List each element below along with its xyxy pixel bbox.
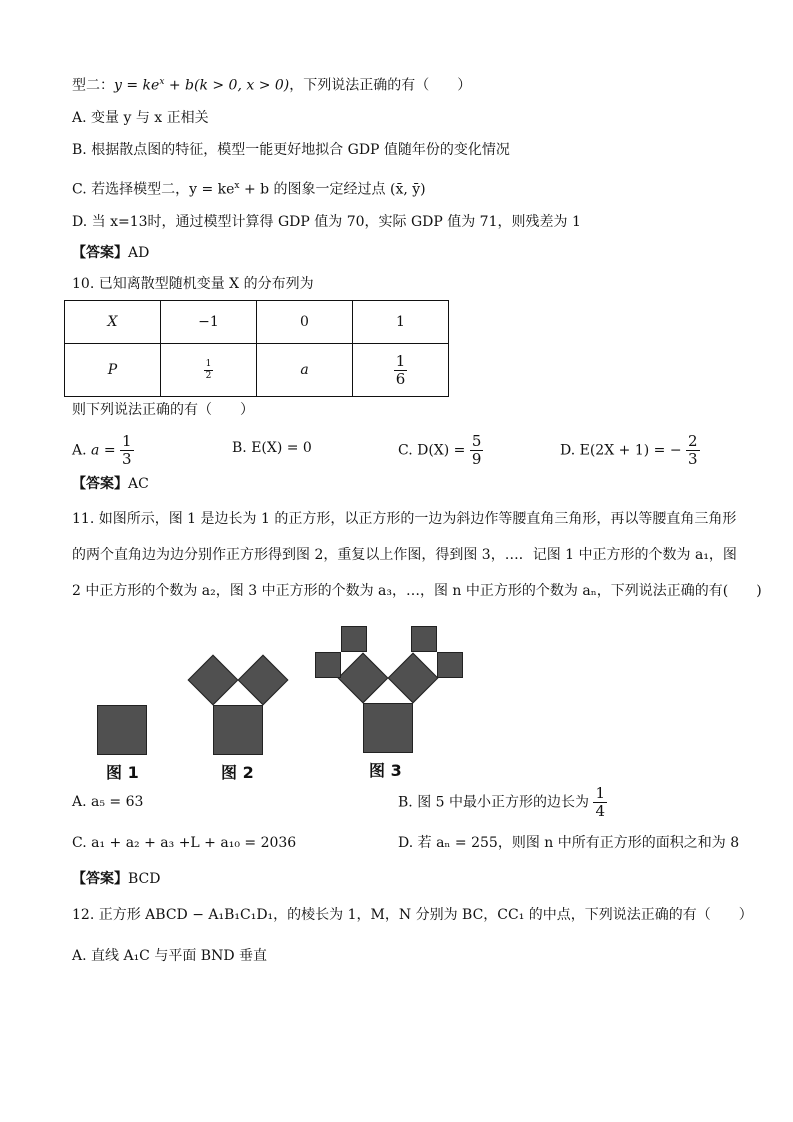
fig3-mid-right-square <box>388 653 439 704</box>
q11-answer-value: BCD <box>128 871 161 887</box>
q12-option-a: A. 直线 A₁C 与平面 BND 垂直 <box>72 948 268 964</box>
q9-model2-prefix: 型二： <box>72 77 114 94</box>
q10-option-c <box>398 434 483 467</box>
q9-model2-formula: y = ke <box>114 77 160 94</box>
fig2-right-square <box>238 655 289 706</box>
q10-option-d-den: 3 <box>688 450 698 468</box>
q10-answer-tag: 【答案】 <box>72 476 128 492</box>
q9-option-d: D. 当 x=13时，通过模型计算得 GDP 值为 70，实际 GDP 值为 71，则残差为 1 <box>72 214 581 230</box>
q9-model2-exp: x <box>159 77 165 87</box>
q10-cell-p1 <box>161 344 257 397</box>
q10-follow: 则下列说法正确的有（ ） <box>72 402 254 418</box>
q11-option-b-den: 4 <box>595 802 605 820</box>
q10-option-d-num: 2 <box>688 432 698 450</box>
q10-option-b: B. E(X) = 0 <box>232 440 312 456</box>
q10-option-a-den: 3 <box>122 450 132 468</box>
q9-model2-line <box>72 72 471 96</box>
q10-option-c-label: C. D(X) = <box>398 442 466 459</box>
q11-option-c: C. a₁ + a₂ + a₃ +L + a₁₀ = 2036 <box>72 835 297 851</box>
fig3-small-square-2 <box>341 626 367 652</box>
q10-option-d-label: D. E(2X + 1) = − <box>560 442 682 459</box>
q10-option-a-lhs: a = <box>91 442 116 459</box>
q10-stem: 10. 已知离散型随机变量 X 的分布列为 <box>72 276 314 292</box>
q9-option-c <box>72 176 426 200</box>
q10-option-a <box>72 434 134 467</box>
q10-p3-num: 1 <box>395 351 406 370</box>
q11-line1: 11. 如图所示，图 1 是边长为 1 的正方形，以正方形的一边为斜边作等腰直角三角形，再以等腰直角三角形 <box>72 511 737 527</box>
q11-answer-tag: 【答案】 <box>72 871 128 887</box>
q11-answer <box>72 869 160 889</box>
q10-answer-value: AC <box>128 476 149 492</box>
fig3-small-square-4 <box>437 652 463 678</box>
fig2-base-square <box>213 705 263 755</box>
q9-answer <box>72 243 149 263</box>
q11-line3: 2 中正方形的个数为 a₂，图 3 中正方形的个数为 a₃，…，图 n 中正方形的个数为 aₙ，下列说法正确的有( ) <box>72 583 762 599</box>
fig3-small-square-1 <box>315 652 341 678</box>
fig3-caption: 图 3 <box>369 761 402 780</box>
q11-option-b-num: 1 <box>595 784 605 802</box>
q10-option-a-label: A. <box>72 442 87 459</box>
q9-answer-tag: 【答案】 <box>72 245 128 261</box>
q10-cell-p-label: P <box>65 344 161 397</box>
q10-p1-num: 1 <box>205 358 212 369</box>
q11-line2: 的两个直角边为边分别作正方形得到图 2，重复以上作图，得到图 3，…．记图 1 中正方形的个数为 a₁，图 <box>72 547 737 563</box>
q10-cell-x3: 1 <box>353 301 449 344</box>
fig2-left-square <box>188 655 239 706</box>
q9-model2-tail: + b(k > 0, x > 0) <box>164 77 290 94</box>
q10-cell-x1: −1 <box>161 301 257 344</box>
q12-stem: 12. 正方形 ABCD − A₁B₁C₁D₁，的棱长为 1，M，N 分别为 BC，CC₁ 的中点，下列说法正确的有（ ） <box>72 907 753 923</box>
fig3-base-square <box>363 703 413 753</box>
q10-distribution-table <box>64 300 449 397</box>
q10-table-row-p <box>65 344 449 397</box>
q10-p1-den: 2 <box>205 370 212 381</box>
fig2-caption: 图 2 <box>221 763 254 782</box>
q11-option-b <box>398 786 607 819</box>
q10-cell-p2: a <box>257 344 353 397</box>
q10-table-row-x <box>65 301 449 344</box>
fig3-mid-left-square <box>338 653 389 704</box>
q10-p3-den: 6 <box>395 369 406 388</box>
fig1-square <box>97 705 147 755</box>
fig1-caption: 图 1 <box>106 763 139 782</box>
q11-option-b-text: B. 图 5 中最小正方形的边长为 <box>398 794 589 811</box>
q10-option-d <box>560 434 700 467</box>
q10-option-c-num: 5 <box>471 432 482 450</box>
q9-option-b: B. 根据散点图的特征，模型一能更好地拟合 GDP 值随年份的变化情况 <box>72 142 510 158</box>
q10-cell-p3 <box>353 344 449 397</box>
q10-answer <box>72 474 149 494</box>
q11-option-d: D. 若 aₙ = 255，则图 n 中所有正方形的面积之和为 8 <box>398 835 740 851</box>
q9-option-c-text: C. 若选择模型二，y = ke <box>72 181 235 198</box>
q9-model2-suffix: ，下列说法正确的有（ ） <box>289 77 472 94</box>
q10-option-c-den: 9 <box>471 450 482 468</box>
q9-option-a: A. 变量 y 与 x 正相关 <box>72 110 209 126</box>
q11-option-a: A. a₅ = 63 <box>72 794 144 810</box>
q10-cell-x2: 0 <box>257 301 353 344</box>
q10-option-a-num: 1 <box>122 432 132 450</box>
fig3-small-square-3 <box>411 626 437 652</box>
q9-option-c-exp: x <box>234 181 240 191</box>
q9-answer-value: AD <box>128 245 150 261</box>
q9-option-c-tail: + b 的图象一定经过点 (x̄, ȳ) <box>239 181 426 198</box>
q10-cell-x-label: X <box>65 301 161 344</box>
